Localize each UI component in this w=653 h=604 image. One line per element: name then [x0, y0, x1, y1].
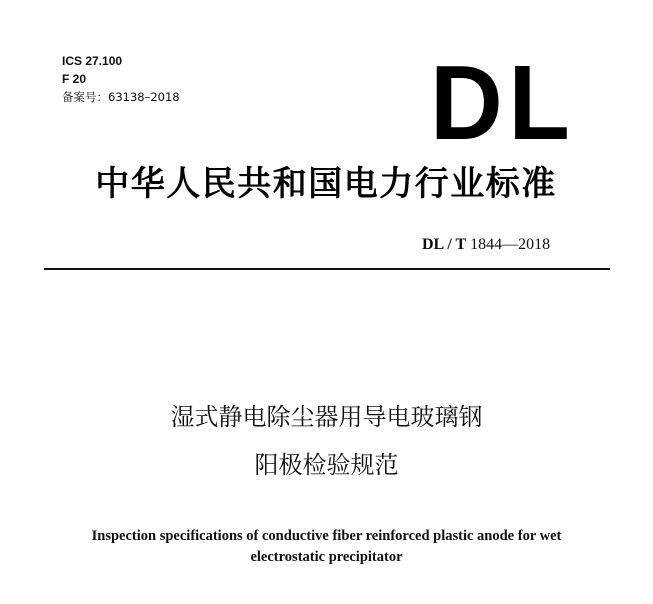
english-title-line-2: electrostatic precipitator [250, 549, 403, 565]
standard-code: DL / T [422, 236, 467, 253]
ics-code: ICS 27.100 [62, 54, 123, 68]
chinese-title-line-1: 湿式静电除尘器用导电玻璃钢 [170, 403, 483, 431]
standard-year-number: 1844—2018 [470, 236, 551, 253]
organization-title: 中华人民共和国电力行业标准 [95, 164, 557, 204]
dl-logo: DL [430, 44, 576, 162]
chinese-title-line-2: 阳极检验规范 [254, 451, 399, 479]
horizontal-rule [44, 268, 610, 270]
ccs-code: F 20 [62, 72, 87, 86]
standard-number [422, 235, 550, 255]
record-number: 备案号：63138–2018 [62, 90, 180, 104]
english-title-line-1: Inspection specifications of conductive fiber reinforced plastic anode for wet [91, 528, 562, 544]
